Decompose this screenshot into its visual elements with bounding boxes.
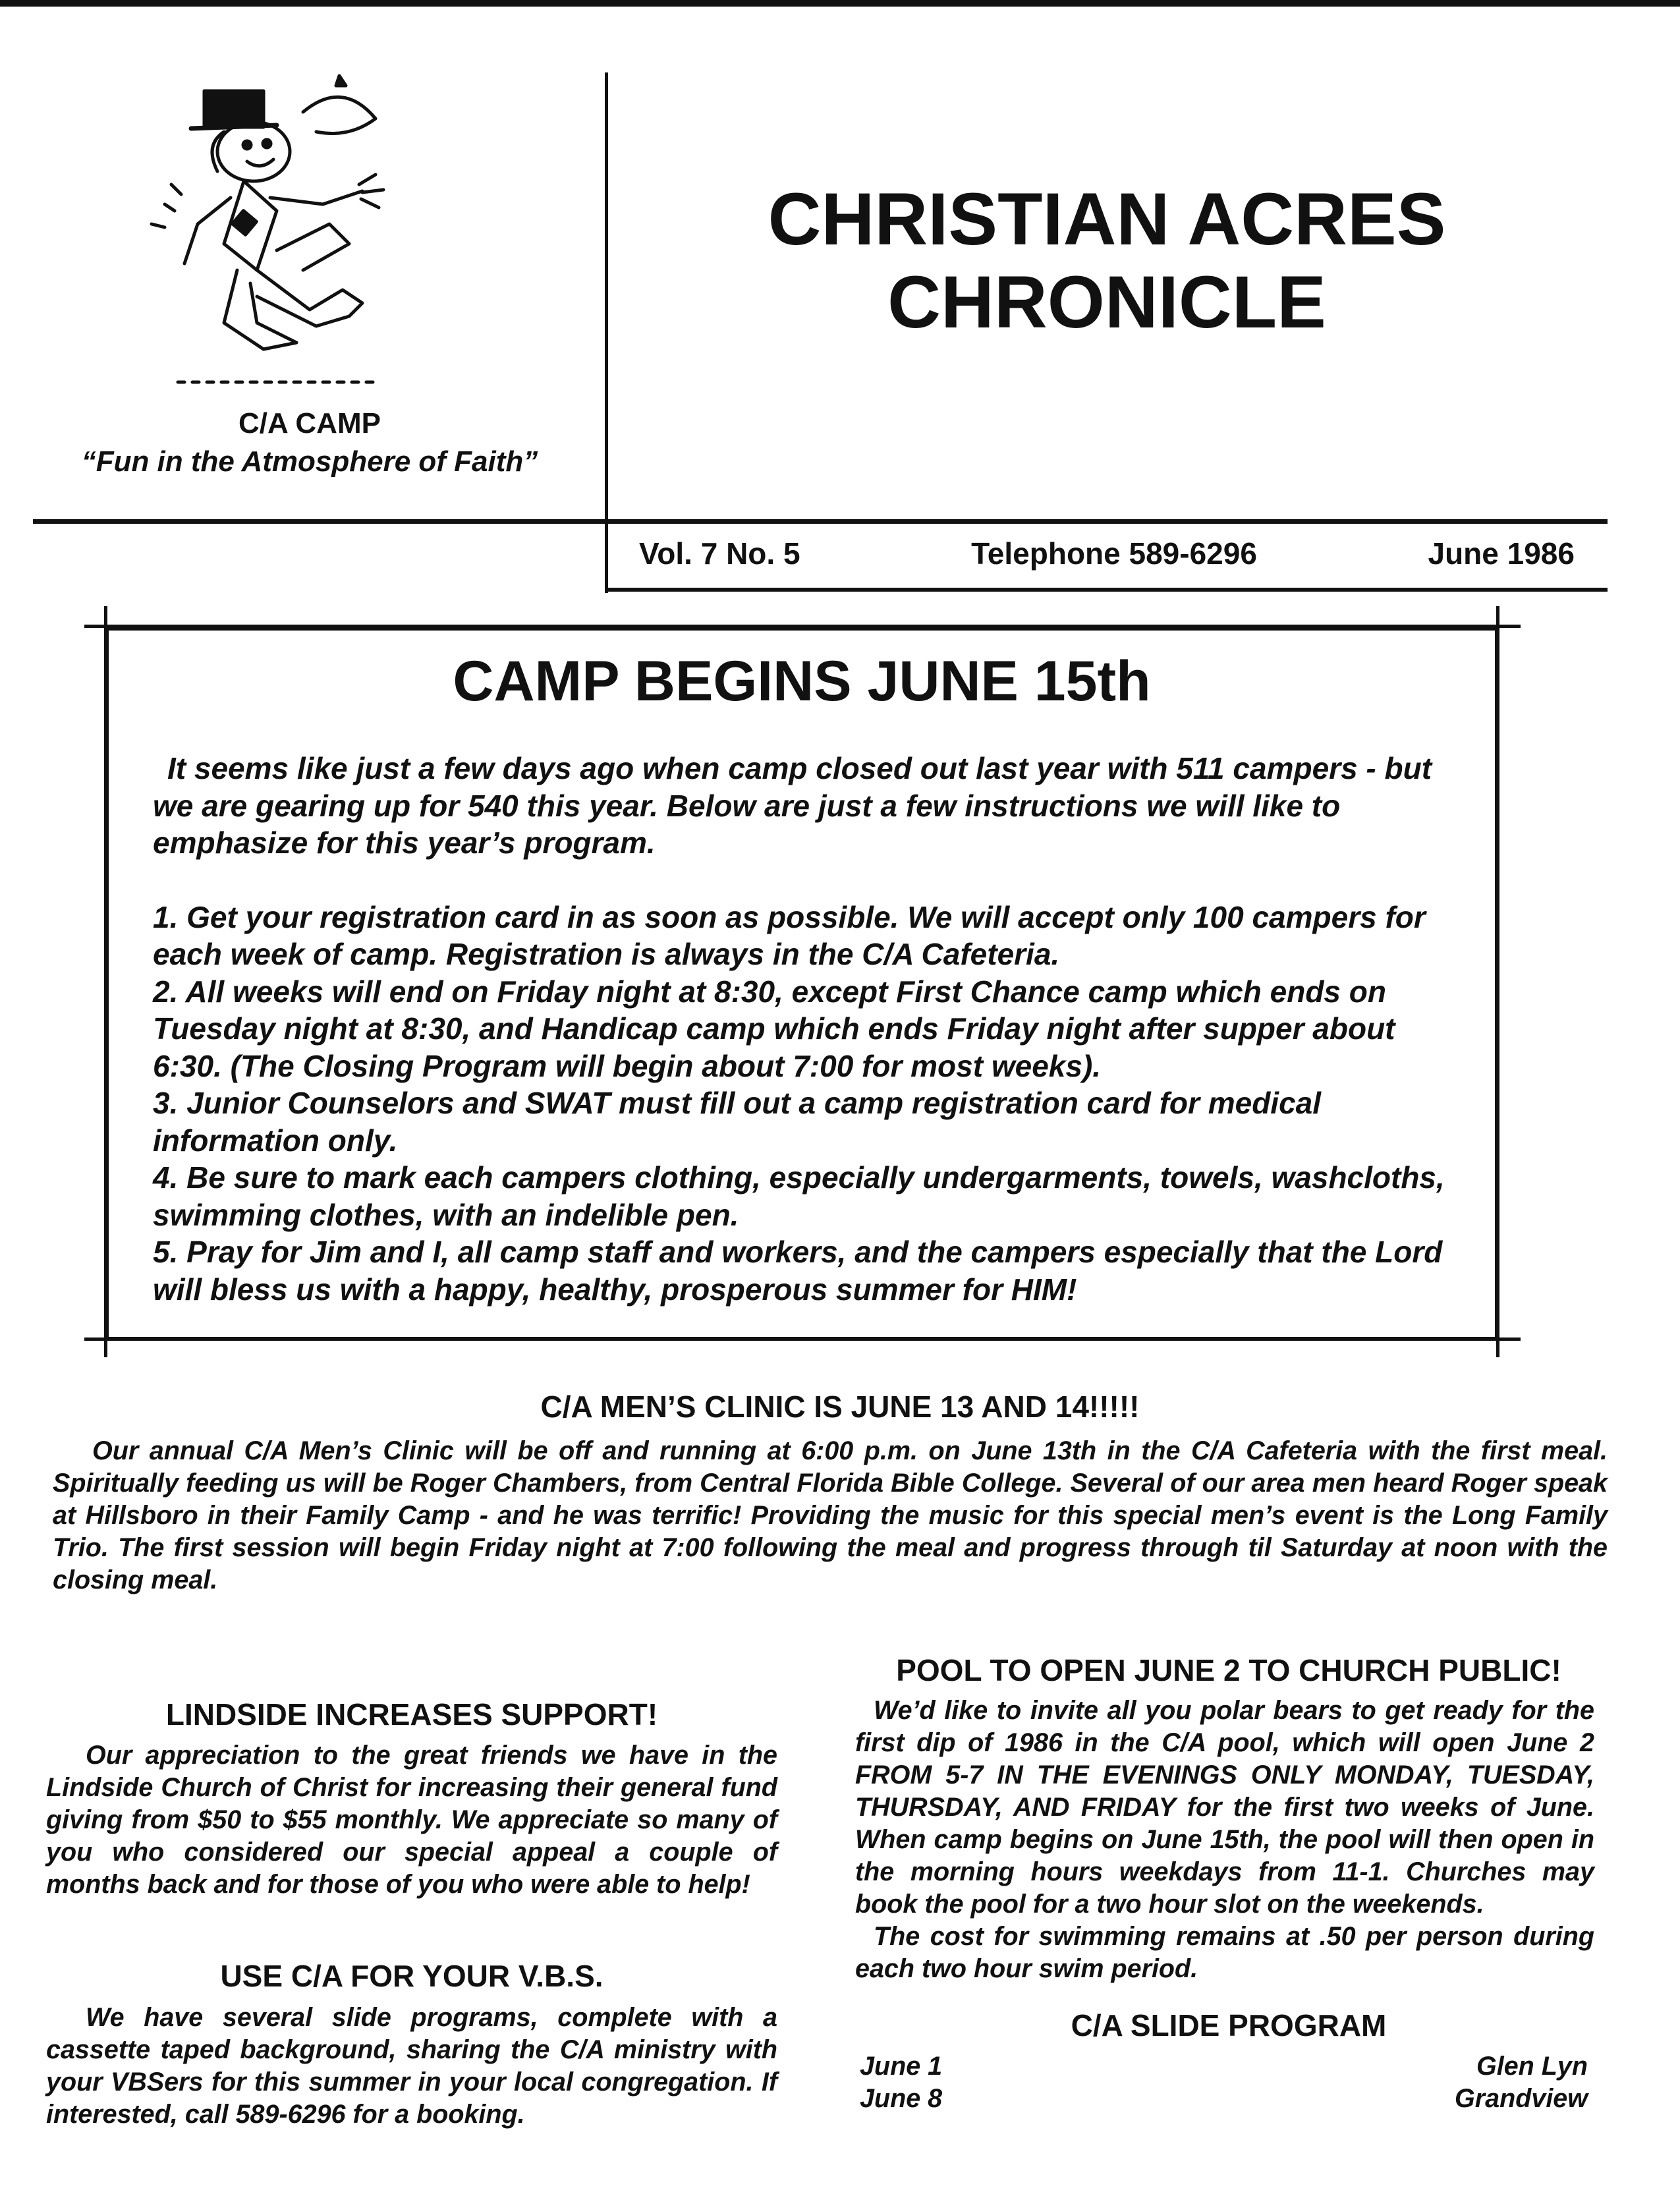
slide-program-headline: C/A SLIDE PROGRAM [1071, 2008, 1387, 2042]
slide-program-place: Glen Lyn [1476, 2052, 1588, 2081]
mens-clinic-body: Our annual C/A Men’s Clinic will be off and running at 6:00 p.m. on June 13th in the C/A Cafeteria with the first meal. Spiritually feeding us will be Roger Chambers, from Central Florida Bible College. Several of our area men heard Roger speak at Hillsboro in their Family Camp - and he was terrific! Providing the music for this special men’s event is the Long Family Trio. The first session will begin Friday night at 7:00 following the meal and progress through til Saturday at noon with the closing meal. [53, 1436, 1608, 1594]
slide-program-places [1318, 2050, 1588, 2115]
masthead-horizontal-rule [33, 519, 1608, 524]
slide-program-date: June 8 [860, 2084, 943, 2113]
top-border-rule [0, 0, 1680, 7]
camp-article-headline: CAMP BEGINS JUNE 15th [453, 650, 1151, 713]
telephone-number: Telephone 589-6296 [971, 536, 1257, 571]
box-corner-tick [104, 606, 107, 1357]
lindside-headline: LINDSIDE INCREASES SUPPORT! [165, 1697, 658, 1731]
slide-program-date: June 1 [860, 2052, 943, 2081]
camp-mascot-illustration [125, 72, 534, 402]
camp-article-body [153, 750, 1464, 1308]
camp-name: C/A CAMP [238, 407, 381, 439]
instruction-item: 3. Junior Counselors and SWAT must fill out a camp registration card for medical information only. [153, 1086, 1322, 1158]
vbs-body: We have several slide programs, complete with a cassette taped background, sharing the C/A ministry with your VBSers for this summer in your local congregation. If interested, call 589-6296 for a booking. [46, 2003, 777, 2129]
pool-paragraph: We’d like to invite all you polar bears to get ready for the first dip of 1986 in the C/A pool, which will open June 2 FROM 5-7 IN THE EVENINGS ONLY MONDAY, TUESDAY, THURSDAY, AND FRIDAY for the first two weeks of June. When camp begins on June 15th, the pool will then open in the morning hours weekdays from 11-1. Churches may book the pool for a two hour slot on the weekends. [855, 1696, 1594, 1919]
camp-article-intro: It seems like just a few days ago when camp closed out last year with 511 campers - but we are gearing up for 540 this year. Below are just a few instructions we will like to emphasize for this year’s program. [153, 751, 1432, 860]
instruction-item: 4. Be sure to mark each campers clothing, especially undergarments, towels, washcloths, swimming clothes, with an indelible pen. [153, 1160, 1445, 1232]
issue-info-bar [639, 527, 1575, 580]
box-corner-tick [84, 625, 1521, 628]
infobar-bottom-rule [605, 588, 1608, 592]
box-corner-tick [1496, 606, 1499, 1357]
box-corner-tick [84, 1337, 1521, 1341]
title-line-1: CHRISTIAN ACRES [768, 178, 1446, 260]
issue-date: June 1986 [1428, 536, 1575, 571]
slide-program-place: Grandview [1455, 2084, 1588, 2113]
pool-body [855, 1695, 1594, 1985]
volume-number: Vol. 7 No. 5 [639, 536, 800, 571]
lindside-body: Our appreciation to the great friends we have in the Lindside Church of Christ for increasing their general fund giving from $50 to $55 monthly. We appreciate so many of you who considered our special appeal a couple of months back and for those of you who were able to help! [46, 1741, 777, 1899]
instruction-item: 1. Get your registration card in as soon as possible. We will accept only 100 campers for each week of camp. Registration is always in the C/A Cafeteria. [153, 899, 1426, 971]
newsletter-title [613, 178, 1601, 344]
title-line-2: CHRONICLE [887, 261, 1326, 343]
vbs-headline: USE C/A FOR YOUR V.B.S. [220, 1959, 603, 1993]
slide-program-dates [860, 2050, 1123, 2115]
instruction-item: 5. Pray for Jim and I, all camp staff and workers, and the campers especially that the Lord will bless us with a happy, healthy, prosperous summer for HIM! [153, 1235, 1443, 1307]
mens-clinic-headline: C/A MEN’S CLINIC IS JUNE 13 AND 14!!!!! [540, 1390, 1140, 1424]
masthead-vertical-rule [605, 72, 608, 593]
pool-paragraph: The cost for swimming remains at .50 per person during each two hour swim period. [855, 1922, 1594, 1983]
instruction-item: 2. All weeks will end on Friday night at 8:30, except First Chance camp which ends on Tuesday night at 8:30, and Handicap camp which ends Friday night after supper about 6:30. (The Closing Program will begin about 7:00 for most weeks). [153, 974, 1395, 1083]
pool-headline: POOL TO OPEN JUNE 2 TO CHURCH PUBLIC! [896, 1653, 1561, 1687]
camp-motto: “Fun in the Atmosphere of Faith” [81, 445, 538, 478]
